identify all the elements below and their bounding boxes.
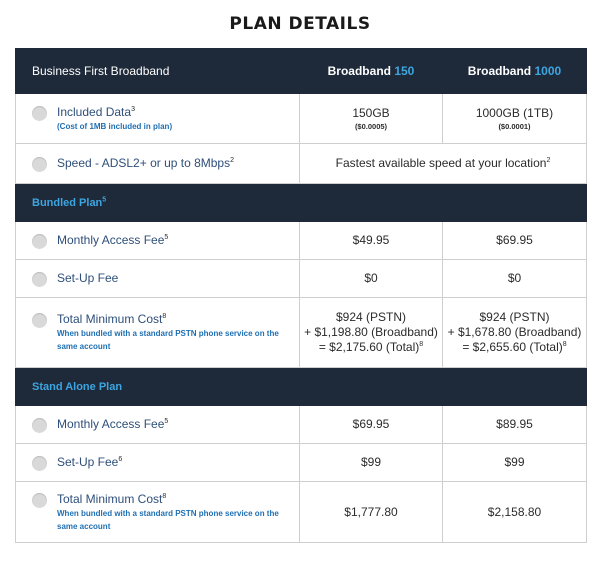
bundled-title-text: Bundled Plan xyxy=(32,196,103,209)
speed-value-text: Fastest available speed at your location xyxy=(335,156,547,170)
footnote-ref: 8 xyxy=(162,492,167,500)
table-header-row xyxy=(16,49,587,94)
speed-cell xyxy=(16,144,300,184)
standalone-total-note: When bundled with a standard PSTN phone service on the same account xyxy=(57,508,279,531)
plan1-data-value: 150GB xyxy=(352,105,390,120)
standalone-setup-cell xyxy=(16,444,300,482)
plan1-speed: 150 xyxy=(394,64,415,78)
plan2-data-cost: ($0.0001) xyxy=(498,121,531,131)
plan1-included-data xyxy=(300,94,443,144)
plan1-bundled-total xyxy=(300,298,443,368)
footnote-ref: 2 xyxy=(230,156,235,164)
included-data-cell xyxy=(16,94,300,144)
bundled-monthly-label: Monthly Access Fee xyxy=(57,232,165,247)
table-row xyxy=(16,406,587,444)
table-row xyxy=(16,144,587,184)
included-data-note: (Cost of 1MB included in plan) xyxy=(57,121,173,131)
bundled-monthly-cell xyxy=(16,222,300,260)
plan1-total-pstn: $924 (PSTN) xyxy=(335,310,407,324)
table-row xyxy=(16,482,587,543)
footnote-ref: 2 xyxy=(546,157,551,164)
product-name: Business First Broadband xyxy=(16,49,300,94)
plan2-name: Broadband xyxy=(467,64,532,78)
footnote-ref: 5 xyxy=(164,233,169,241)
plan2-standalone-monthly: $89.95 xyxy=(443,406,587,444)
bundled-total-note: When bundled with a standard PSTN phone service on the same account xyxy=(57,329,279,351)
radio-button-bundled-monthly[interactable] xyxy=(32,234,47,249)
footnote-ref: 5 xyxy=(102,195,107,203)
section-header-bundled xyxy=(16,184,587,222)
section-header-standalone xyxy=(16,368,587,406)
plan-details-table xyxy=(15,48,587,543)
standalone-setup-label: Set-Up Fee xyxy=(57,454,119,469)
radio-button-standalone-total[interactable] xyxy=(32,493,47,508)
bundled-setup-label: Set-Up Fee xyxy=(57,270,119,285)
plan1-total-broadband: + $1,198.80 (Broadband) xyxy=(304,325,438,339)
footnote-ref: 8 xyxy=(419,341,424,348)
radio-button-standalone-setup[interactable] xyxy=(32,456,47,471)
table-row xyxy=(16,222,587,260)
plan2-total-broadband: + $1,678.80 (Broadband) xyxy=(447,325,582,339)
plan2-included-data xyxy=(443,94,587,144)
plan2-total-sum-text: = $2,655.60 (Total) xyxy=(462,340,563,354)
plan2-standalone-setup: $99 xyxy=(443,444,587,482)
plan2-data-value: 1000GB (1TB) xyxy=(475,105,554,120)
footnote-ref: 5 xyxy=(164,417,169,425)
plan2-total-sum xyxy=(443,340,586,355)
plan2-standalone-total: $2,158.80 xyxy=(443,482,587,543)
radio-button-speed[interactable] xyxy=(32,157,47,172)
plan1-standalone-monthly: $69.95 xyxy=(300,406,443,444)
radio-button-included-data[interactable] xyxy=(32,106,47,121)
table-row xyxy=(16,260,587,298)
table-row xyxy=(16,444,587,482)
table-row xyxy=(16,298,587,368)
standalone-total-label: Total Minimum Cost xyxy=(57,491,163,506)
table-row xyxy=(16,94,587,144)
included-data-label: Included Data xyxy=(57,104,132,119)
speed-label: Speed - ADSL2+ or up to 8Mbps xyxy=(57,155,231,170)
radio-button-standalone-monthly[interactable] xyxy=(32,418,47,433)
plan2-speed: 1000 xyxy=(534,64,562,78)
bundled-total-label: Total Minimum Cost xyxy=(57,312,163,326)
bundled-setup-cell xyxy=(16,260,300,298)
standalone-monthly-label: Monthly Access Fee xyxy=(57,416,165,431)
bundled-total-cell xyxy=(16,298,300,368)
plan1-standalone-total: $1,777.80 xyxy=(300,482,443,543)
footnote-ref: 8 xyxy=(162,313,167,320)
page-title: PLAN DETAILS xyxy=(229,14,371,34)
plan1-standalone-setup: $99 xyxy=(300,444,443,482)
footnote-ref: 6 xyxy=(118,455,123,463)
plan1-bundled-monthly: $49.95 xyxy=(300,222,443,260)
plan2-total-pstn: $924 (PSTN) xyxy=(479,310,550,324)
plan1-total-sum xyxy=(300,340,442,355)
plan1-bundled-setup: $0 xyxy=(300,260,443,298)
plan2-header xyxy=(443,49,587,94)
plan1-header xyxy=(300,49,443,94)
radio-button-bundled-setup[interactable] xyxy=(32,272,47,287)
standalone-total-cell xyxy=(16,482,300,543)
plan1-name: Broadband xyxy=(327,64,391,78)
speed-value xyxy=(300,144,587,184)
plan1-data-cost: ($0.0005) xyxy=(354,121,388,131)
radio-button-bundled-total[interactable] xyxy=(32,313,47,328)
standalone-monthly-cell xyxy=(16,406,300,444)
plan2-bundled-monthly: $69.95 xyxy=(443,222,587,260)
footnote-ref: 3 xyxy=(131,105,135,113)
plan1-total-sum-text: = $2,175.60 (Total) xyxy=(318,340,420,354)
plan2-bundled-total xyxy=(443,298,587,368)
standalone-plan-title: Stand Alone Plan xyxy=(16,368,587,406)
plan2-bundled-setup: $0 xyxy=(443,260,587,298)
footnote-ref: 8 xyxy=(562,341,567,348)
bundled-plan-title xyxy=(16,184,587,222)
